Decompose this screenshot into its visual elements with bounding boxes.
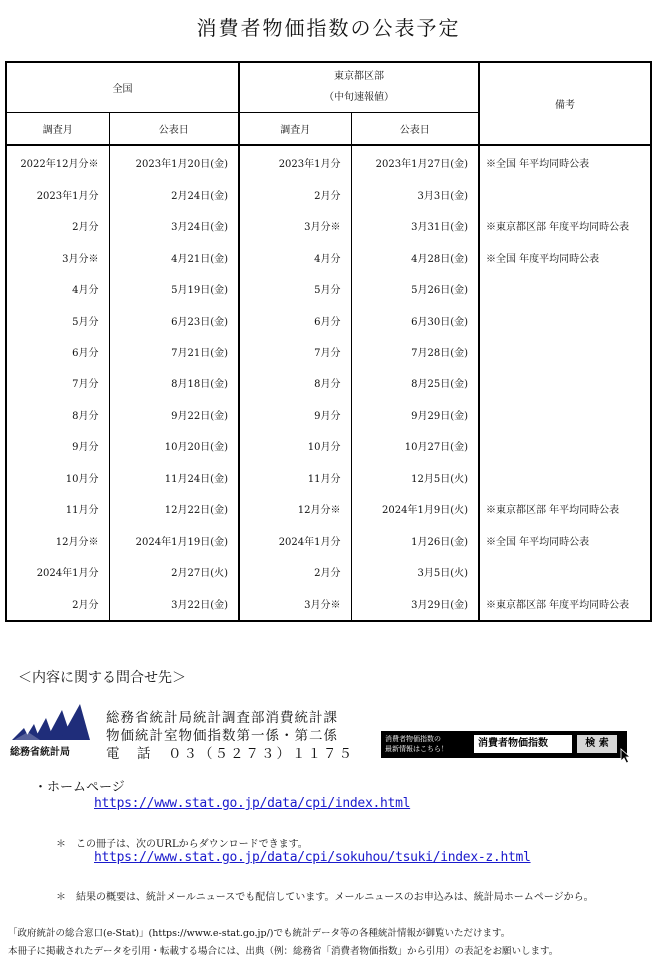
banner-label-line2: 最新情報はこちら！	[385, 745, 448, 753]
cell-tokyo-release-date: 3月5日(火)	[351, 556, 479, 587]
cell-national-release-date: 2023年1月20日(金)	[109, 145, 239, 179]
cell-national-survey-month: 8月分	[6, 399, 109, 430]
banner-label	[385, 734, 448, 754]
cell-remarks: ※全国 年平均同時公表	[479, 525, 651, 556]
table-row	[6, 179, 651, 210]
banner-label-line1: 消費者物価指数の	[385, 735, 441, 743]
cell-remarks: ※東京都区部 年度平均同時公表	[479, 210, 651, 241]
cell-tokyo-release-date: 4月28日(金)	[351, 241, 479, 272]
cell-national-release-date: 2月24日(金)	[109, 179, 239, 210]
cell-tokyo-release-date: 1月26日(金)	[351, 525, 479, 556]
cell-national-release-date: 11月24日(金)	[109, 462, 239, 493]
cell-tokyo-survey-month: 5月分	[239, 273, 351, 304]
cell-national-survey-month: 4月分	[6, 273, 109, 304]
header-tokyo-line1: 東京都区部	[334, 71, 384, 83]
cell-national-release-date: 5月19日(金)	[109, 273, 239, 304]
cell-tokyo-release-date: 3月3日(金)	[351, 179, 479, 210]
table-row	[6, 241, 651, 272]
homepage-link[interactable]: https://www.stat.go.jp/data/cpi/index.html	[94, 796, 411, 811]
cell-tokyo-release-date: 2023年1月27日(金)	[351, 145, 479, 179]
cell-remarks	[479, 304, 651, 335]
header-national: 全国	[6, 62, 239, 112]
cell-tokyo-release-date: 7月28日(金)	[351, 336, 479, 367]
table-row	[6, 399, 651, 430]
cell-tokyo-survey-month: 2023年1月分	[239, 145, 351, 179]
cell-remarks: ※全国 年度平均同時公表	[479, 241, 651, 272]
table-row	[6, 145, 651, 179]
search-button[interactable]: 検 索	[577, 735, 617, 753]
cell-national-release-date: 8月18日(金)	[109, 367, 239, 398]
dept-line2: 物価統計室物価指数第一係・第二係	[106, 728, 338, 744]
cell-national-release-date: 3月24日(金)	[109, 210, 239, 241]
cell-tokyo-survey-month: 4月分	[239, 241, 351, 272]
table-row	[6, 525, 651, 556]
header-tokyo	[239, 62, 479, 112]
table-row	[6, 210, 651, 241]
cell-tokyo-survey-month: 9月分	[239, 399, 351, 430]
cell-tokyo-survey-month: 10月分	[239, 430, 351, 461]
table-row	[6, 493, 651, 524]
cell-tokyo-survey-month: 12月分※	[239, 493, 351, 524]
download-note: ＊ この冊子は、次のURLからダウンロードできます。	[56, 839, 308, 850]
footer-line2: 本冊子に掲載されたデータを引用・転載する場合には、出典（例：総務省「消費者物価指数」から引用）の表記をお願いします。	[8, 946, 559, 957]
table-row	[6, 556, 651, 587]
header-tokyo-survey-month: 調査月	[239, 112, 351, 145]
table-row	[6, 273, 651, 304]
cell-tokyo-release-date: 9月29日(金)	[351, 399, 479, 430]
footer-line1: 「政府統計の総合窓口(e-Stat)」(https://www.e-stat.go.jp/)でも統計データ等の各種統計情報が御覧いただけます。	[8, 928, 511, 939]
download-link[interactable]: https://www.stat.go.jp/data/cpi/sokuhou/tsuki/index-z.html	[94, 850, 531, 865]
cell-tokyo-release-date: 5月26日(金)	[351, 273, 479, 304]
table-row	[6, 304, 651, 335]
table-row	[6, 336, 651, 367]
header-national-survey-month: 調査月	[6, 112, 109, 145]
cell-national-release-date: 12月22日(金)	[109, 493, 239, 524]
cell-tokyo-release-date: 10月27日(金)	[351, 430, 479, 461]
cell-tokyo-survey-month: 6月分	[239, 304, 351, 335]
logo-text: 総務省統計局	[10, 747, 70, 758]
cell-remarks	[479, 462, 651, 493]
cell-remarks: ※東京都区部 年平均同時公表	[479, 493, 651, 524]
cell-national-survey-month: 2023年1月分	[6, 179, 109, 210]
cell-remarks	[479, 273, 651, 304]
contact-heading: ＜内容に関する問合せ先＞	[18, 670, 186, 686]
cell-national-release-date: 2月27日(火)	[109, 556, 239, 587]
search-input[interactable]: 消費者物価指数	[474, 735, 572, 753]
homepage-label: ・ホームページ	[34, 780, 125, 795]
dept-line1: 総務省統計局統計調査部消費統計課	[106, 710, 338, 726]
cell-national-survey-month: 11月分	[6, 493, 109, 524]
cell-national-release-date: 6月23日(金)	[109, 304, 239, 335]
cell-national-survey-month: 2024年1月分	[6, 556, 109, 587]
header-remarks: 備考	[479, 62, 651, 145]
release-schedule-table	[5, 61, 652, 622]
mouse-pointer-icon	[620, 748, 632, 764]
cell-national-survey-month: 2022年12月分※	[6, 145, 109, 179]
contact-phone: 電 話 ０３（５２７３）１１７５	[106, 746, 354, 762]
cell-tokyo-survey-month: 3月分※	[239, 587, 351, 621]
search-banner	[381, 731, 627, 758]
cell-national-survey-month: 10月分	[6, 462, 109, 493]
table-row	[6, 462, 651, 493]
cell-national-release-date: 3月22日(金)	[109, 587, 239, 621]
cell-remarks	[479, 179, 651, 210]
cell-tokyo-survey-month: 2月分	[239, 556, 351, 587]
cell-national-survey-month: 12月分※	[6, 525, 109, 556]
cell-national-survey-month: 5月分	[6, 304, 109, 335]
table-row	[6, 587, 651, 621]
cell-tokyo-survey-month: 8月分	[239, 367, 351, 398]
cell-tokyo-release-date: 12月5日(火)	[351, 462, 479, 493]
mail-news-note: ＊ 結果の概要は、統計メールニュースでも配信しています。メールニュースのお申込みは、統計局ホームページから。	[56, 892, 594, 903]
page-title: 消費者物価指数の公表予定	[196, 16, 461, 40]
header-tokyo-release-date: 公表日	[351, 112, 479, 145]
table-row	[6, 430, 651, 461]
header-tokyo-line2: （中旬速報値）	[324, 92, 394, 104]
header-national-release-date: 公表日	[109, 112, 239, 145]
cell-tokyo-survey-month: 2月分	[239, 179, 351, 210]
cell-national-survey-month: 6月分	[6, 336, 109, 367]
schedule-body	[6, 145, 651, 621]
cell-national-survey-month: 2月分	[6, 587, 109, 621]
cell-national-release-date: 2024年1月19日(金)	[109, 525, 239, 556]
cell-tokyo-release-date: 3月31日(金)	[351, 210, 479, 241]
cell-national-survey-month: 2月分	[6, 210, 109, 241]
cell-tokyo-release-date: 2024年1月9日(火)	[351, 493, 479, 524]
cell-remarks: ※全国 年平均同時公表	[479, 145, 651, 179]
cell-tokyo-release-date: 3月29日(金)	[351, 587, 479, 621]
cell-national-survey-month: 3月分※	[6, 241, 109, 272]
cell-remarks	[479, 399, 651, 430]
table-row	[6, 367, 651, 398]
cell-tokyo-survey-month: 3月分※	[239, 210, 351, 241]
cell-national-survey-month: 7月分	[6, 367, 109, 398]
cell-tokyo-release-date: 8月25日(金)	[351, 367, 479, 398]
cell-remarks	[479, 336, 651, 367]
cell-tokyo-release-date: 6月30日(金)	[351, 304, 479, 335]
cell-national-release-date: 10月20日(金)	[109, 430, 239, 461]
cell-remarks	[479, 367, 651, 398]
cell-remarks: ※東京都区部 年度平均同時公表	[479, 587, 651, 621]
cell-national-release-date: 4月21日(金)	[109, 241, 239, 272]
cell-tokyo-survey-month: 11月分	[239, 462, 351, 493]
cell-tokyo-survey-month: 7月分	[239, 336, 351, 367]
cell-tokyo-survey-month: 2024年1月分	[239, 525, 351, 556]
cell-national-survey-month: 9月分	[6, 430, 109, 461]
cell-national-release-date: 7月21日(金)	[109, 336, 239, 367]
cell-remarks	[479, 430, 651, 461]
cell-national-release-date: 9月22日(金)	[109, 399, 239, 430]
cell-remarks	[479, 556, 651, 587]
